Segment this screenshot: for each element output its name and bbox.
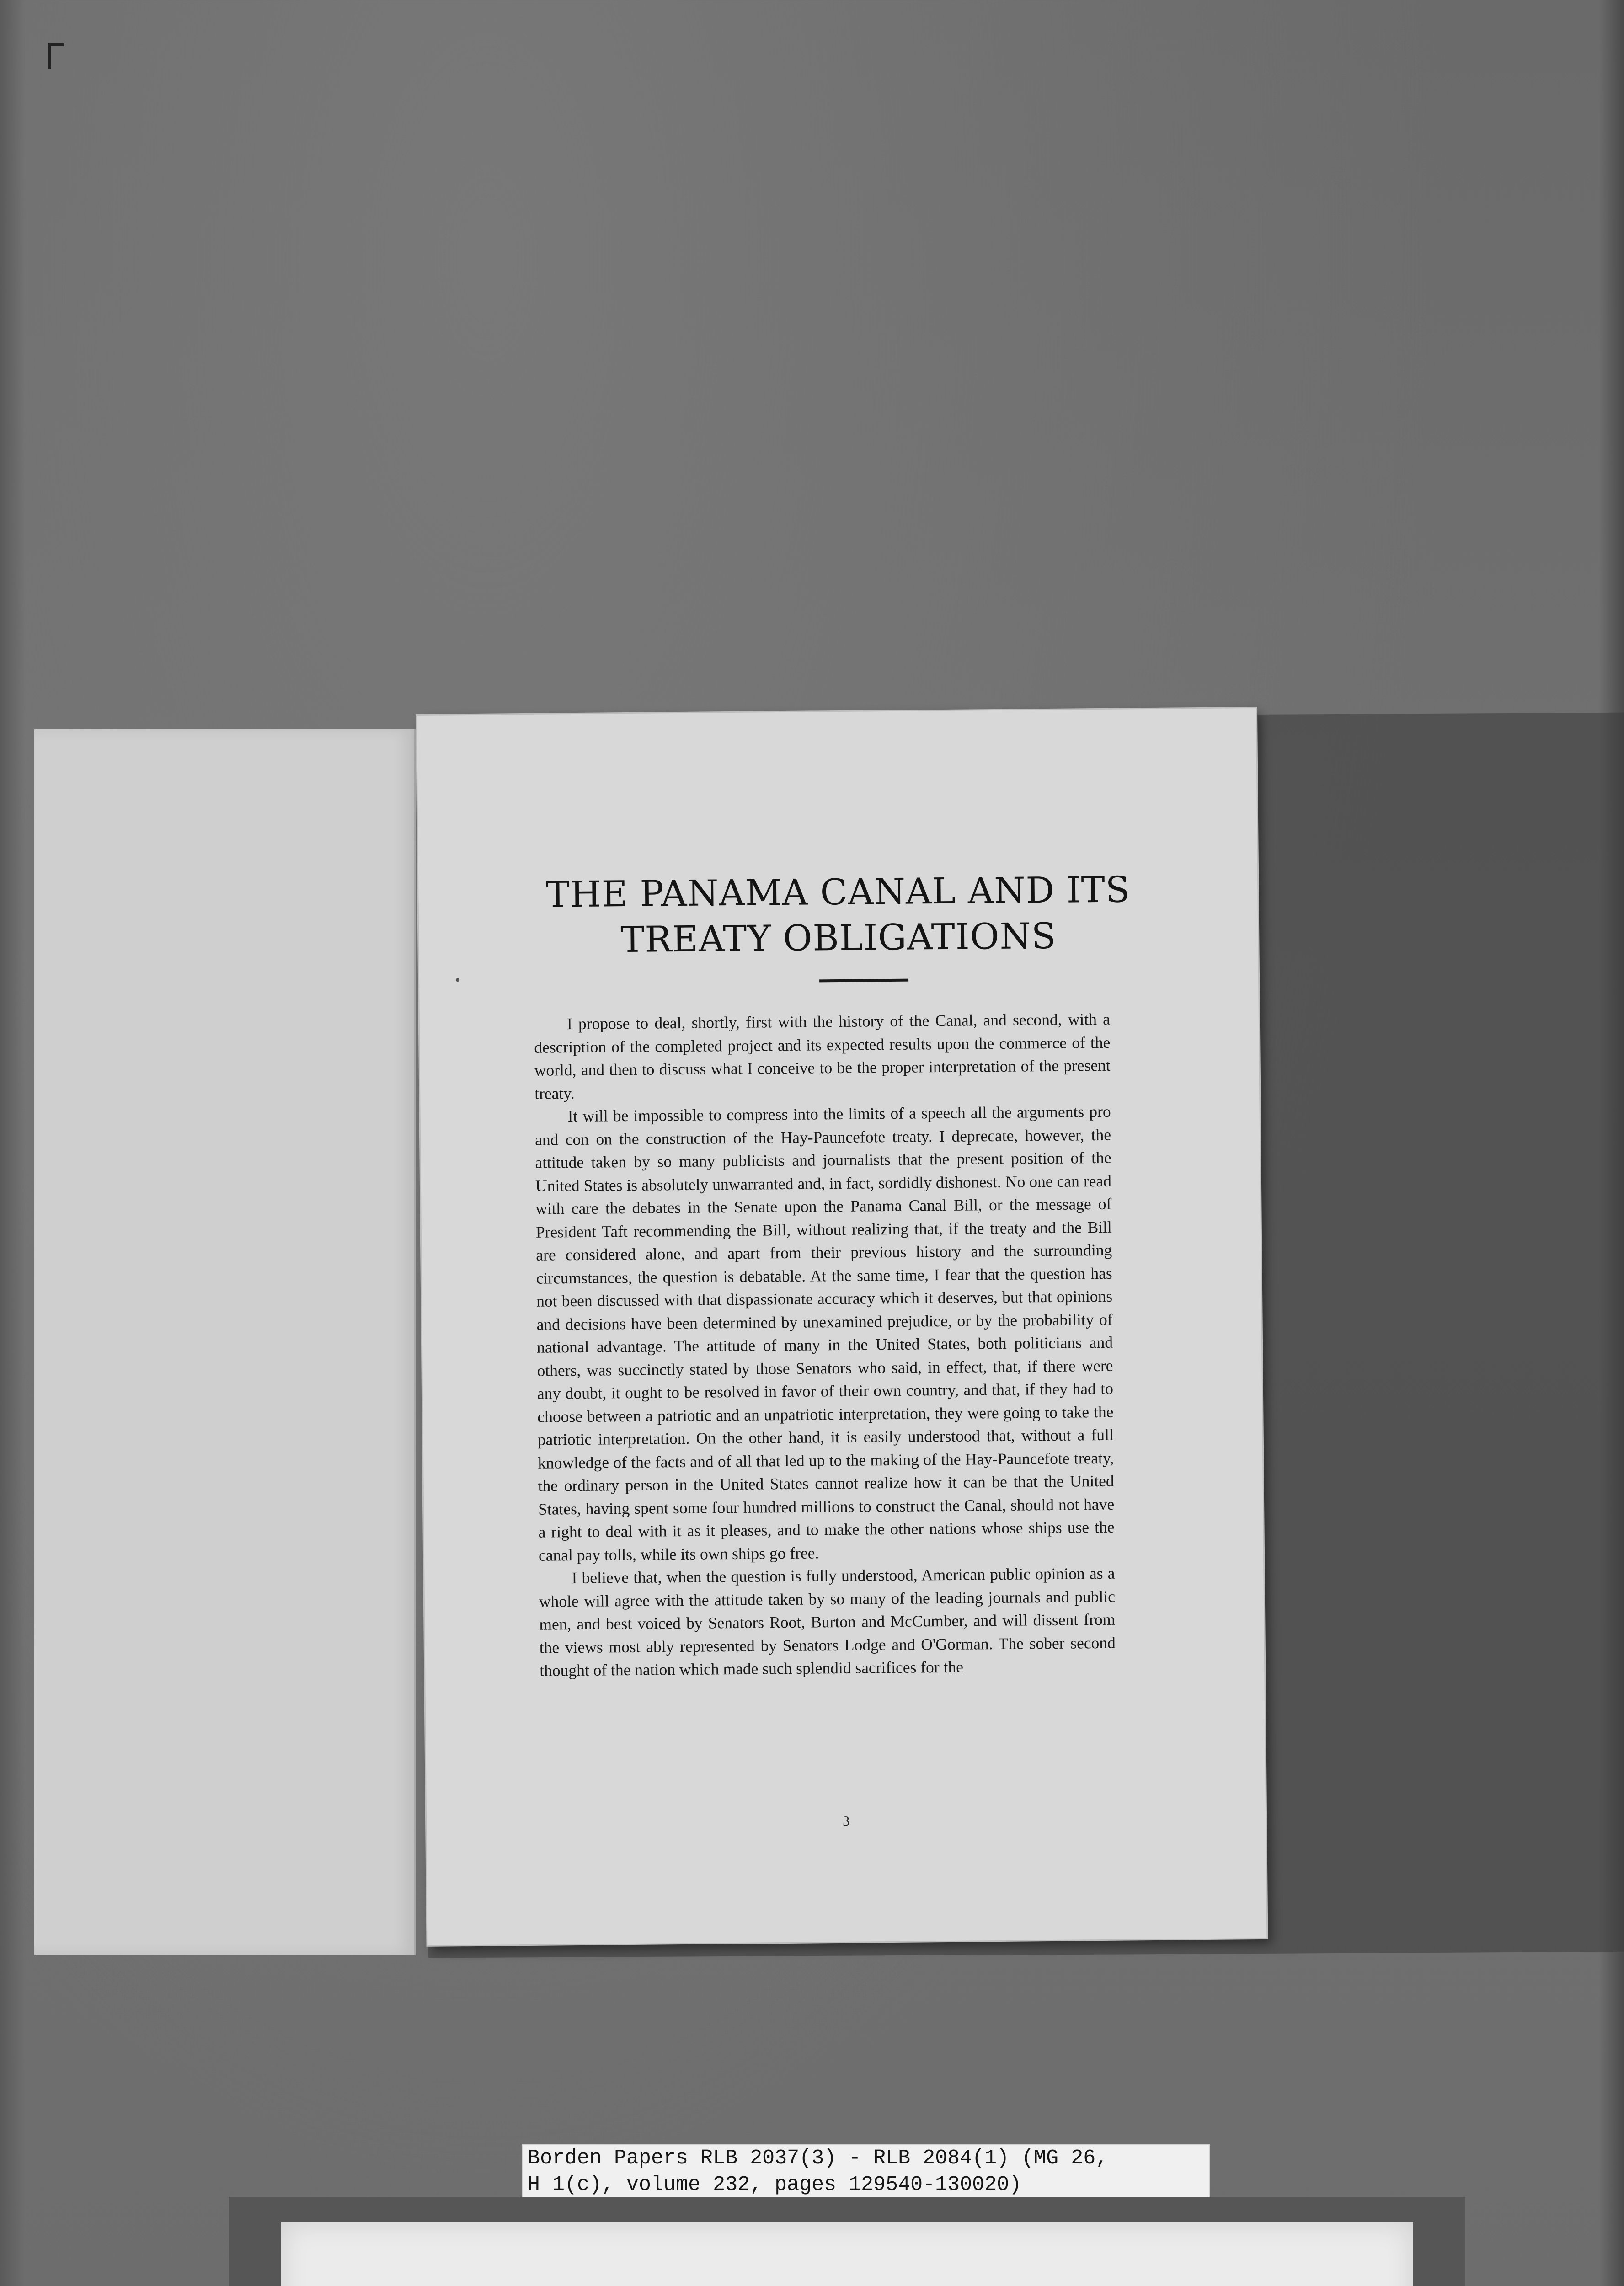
title-line-1: THE PANAMA CANAL AND ITS xyxy=(545,869,1131,916)
document-page xyxy=(417,708,1266,1945)
page-number: 3 xyxy=(842,1813,850,1829)
film-edge-left xyxy=(0,0,25,2286)
title-line-2: TREATY OBLIGATIONS xyxy=(620,915,1057,961)
left-blank-page xyxy=(34,729,416,1955)
page-speck xyxy=(456,978,459,982)
document-body xyxy=(534,1008,1116,1682)
archives-stamp xyxy=(281,2222,1413,2286)
document-title xyxy=(418,866,1258,965)
paragraph: It will be impossible to compress into the limits of a speech all the arguments pro and con on the construction of the Hay-Pauncefote treaty. I deprecate, however, the attitude taken by so many publicists and journalists that the present position of the United States is absolutely unwarranted and, in fact, sordidly dishonest. No one can read with care the debates in the Senate upon the Panama Canal Bill, or the message of President Taft recommending the Bill, without realizing that, if the treaty and the Bill are considered alone, and apart from their previous history and the surrounding circumstances, the question is debatable. At the same time, I fear that the question has not been discussed with that dispassionate accuracy which it deserves, but that opinions and decisions have been determined by unexamined prejudice, or by the probability of national advantage. The attitude of many in the United States, both politicians and others, was succinctly stated by those Senators who said, in effect, that, if there were any doubt, it ought to be resolved in favor of their own country, and that, if they had to choose between a patriotic and an unpatriotic interpretation, they were going to take the patriotic interpretation. On the other hand, it is easily understood that, without a full knowledge of the facts and of all that led up to the making of the Hay-Pauncefote treaty, the ordinary person in the United States cannot realize how it can be that the United States, having spent some four hundred millions to construct the Canal, should not have a right to deal with it as it pleases, and to make the other nations whose ships use the canal pay tolls, while its own ships go free. xyxy=(534,1102,1115,1565)
archive-label-line-2: H 1(c), volume 232, pages 129540-130020) xyxy=(528,2173,1022,2196)
archive-label xyxy=(522,2144,1210,2206)
title-divider xyxy=(819,979,908,983)
archive-label-line-1: Borden Papers RLB 2037(3) - RLB 2084(1) (MG 26, xyxy=(528,2147,1108,2170)
corner-crop-mark xyxy=(48,43,64,69)
paragraph: I believe that, when the question is fully understood, American public opinion as a whole will agree with the attitude taken by so many of the leading journals and public men, and best voiced by Senators Root, Burton and McCumber, and will dissent from the views most ably represented by Senators Lodge and O'Gorman. The sober second thought of the nation which made such splendid sacrifices for the xyxy=(539,1564,1116,1680)
paragraph: I propose to deal, shortly, first with the history of the Canal, and second, with a description of the completed project and its expected results upon the commerce of the world, and then to discuss what I conceive to be the proper interpretation of the present treaty. xyxy=(534,1009,1111,1103)
